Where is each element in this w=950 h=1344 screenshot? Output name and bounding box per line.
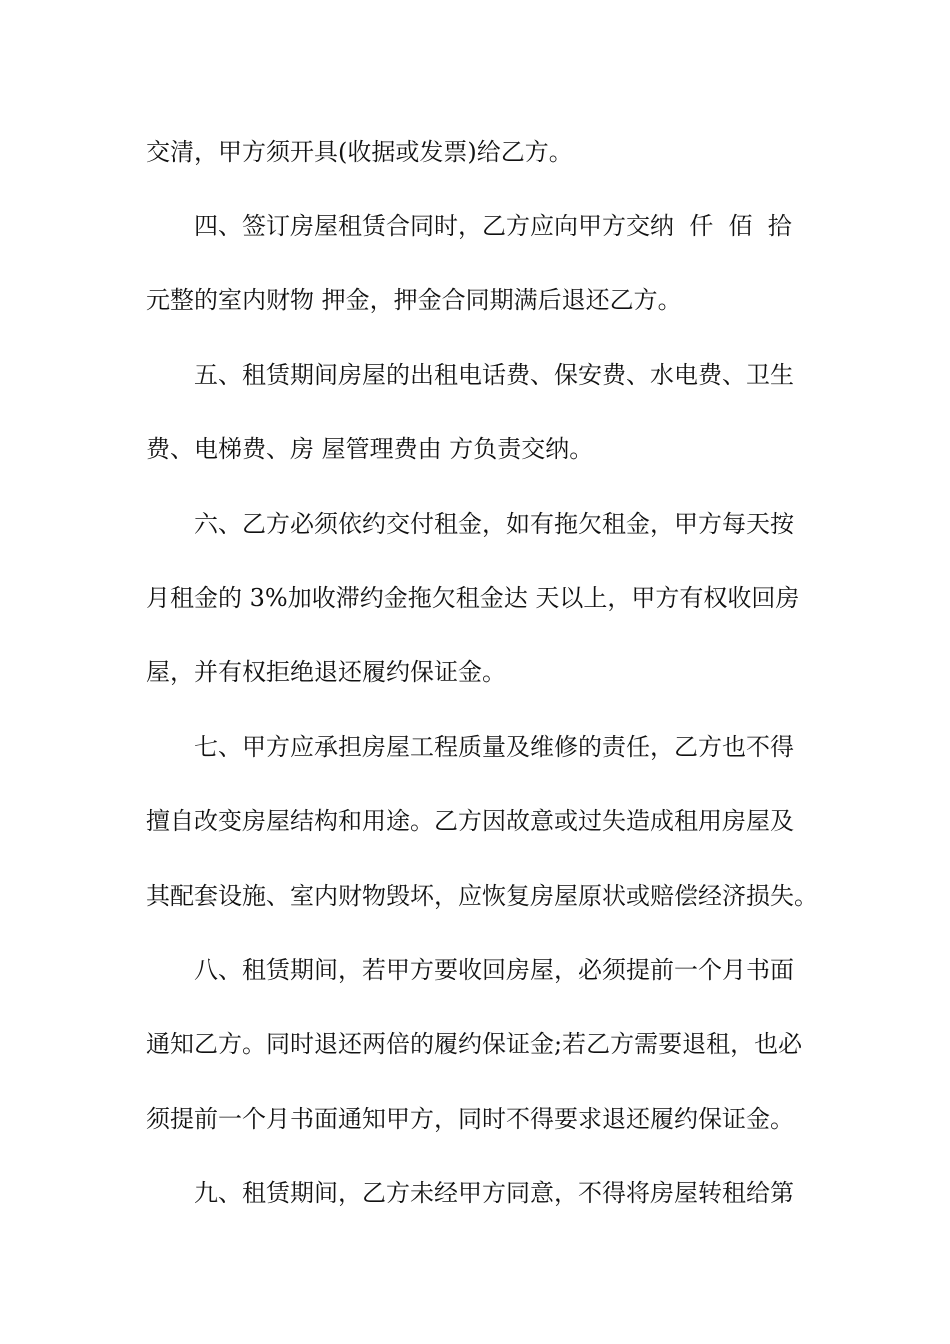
text-line-7: 月租金的 3%加收滞约金拖欠租金达 天以上，甲方有权收回房 xyxy=(146,584,800,612)
text-line-14: 须提前一个月书面通知甲方，同时不得要求退还履约保证金。 xyxy=(146,1105,794,1133)
text-line-6: 六、乙方必须依约交付租金，如有拖欠租金，甲方每天按 xyxy=(194,510,794,538)
text-line-5: 费、电梯费、房 屋管理费由 方负责交纳。 xyxy=(146,435,594,463)
text-line-15: 九、租赁期间，乙方未经甲方同意，不得将房屋转租给第 xyxy=(194,1179,794,1207)
text-line-2: 四、签订房屋租赁合同时，乙方应向甲方交纳 仟 佰 拾 xyxy=(194,212,792,240)
text-line-9: 七、甲方应承担房屋工程质量及维修的责任，乙方也不得 xyxy=(194,733,794,761)
text-line-11: 其配套设施、室内财物毁坏，应恢复房屋原状或赔偿经济损失。 xyxy=(146,882,818,910)
text-line-12: 八、租赁期间，若甲方要收回房屋，必须提前一个月书面 xyxy=(194,956,794,984)
text-line-10: 擅自改变房屋结构和用途。乙方因故意或过失造成租用房屋及 xyxy=(146,807,794,835)
text-line-3: 元整的室内财物 押金，押金合同期满后退还乙方。 xyxy=(146,286,682,314)
text-line-1: 交清，甲方须开具(收据或发票)给乙方。 xyxy=(146,138,573,166)
text-line-4: 五、租赁期间房屋的出租电话费、保安费、水电费、卫生 xyxy=(194,361,794,389)
text-line-8: 屋，并有权拒绝退还履约保证金。 xyxy=(146,658,506,686)
text-line-13: 通知乙方。同时退还两倍的履约保证金;若乙方需要退租，也必 xyxy=(146,1030,803,1058)
